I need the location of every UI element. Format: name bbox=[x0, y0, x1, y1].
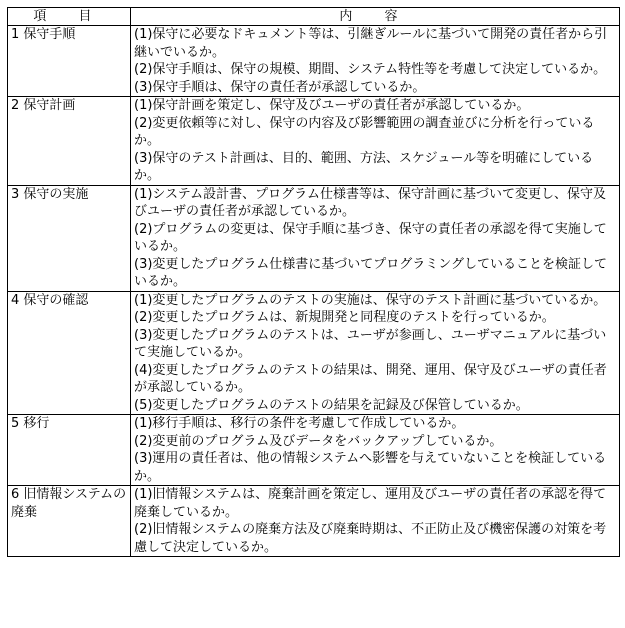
content-cell bbox=[131, 97, 620, 186]
item-cell bbox=[8, 26, 131, 97]
item-label: 1 保守手順 bbox=[11, 27, 76, 42]
check-item: (2)プログラムの変更は、保守手順に基づき、保守の責任者の承認を得て実施しているか。 bbox=[134, 221, 607, 254]
check-item: (2)変更依頼等に対し、保守の内容及び影響範囲の調査並びに分析を行っているか。 bbox=[134, 115, 595, 148]
item-label: 4 保守の確認 bbox=[11, 292, 89, 308]
header-content-label: 内 容 bbox=[339, 9, 412, 24]
item-label: 6 旧情報システムの廃棄 bbox=[11, 487, 127, 520]
item-label: 5 移行 bbox=[11, 416, 50, 431]
check-item: (1)変更したプログラムのテストの実施は、保守のテスト計画に基づいているか。 bbox=[134, 292, 607, 308]
content-cell bbox=[131, 486, 620, 557]
check-item: (1)移行手順は、移行の条件を考慮して作成しているか。 bbox=[134, 416, 465, 431]
check-item: (5)変更したプログラムのテストの結果を記録及び保管しているか。 bbox=[134, 397, 529, 413]
item-label: 3 保守の実施 bbox=[11, 186, 89, 202]
table-body bbox=[8, 26, 620, 557]
table-row bbox=[8, 291, 620, 415]
checklist-table bbox=[7, 7, 620, 557]
check-item: (2)変更したプログラムは、新規開発と同程度のテストを行っているか。 bbox=[134, 310, 555, 325]
header-content bbox=[131, 8, 620, 26]
table-row bbox=[8, 185, 620, 291]
header-item-label: 項 目 bbox=[33, 9, 106, 24]
check-item: (1)旧情報システムは、廃棄計画を策定し、運用及びユーザの責任者の承認を得て廃棄しているか。 bbox=[134, 487, 607, 520]
item-cell bbox=[8, 185, 131, 291]
check-item: (1)保守計画を策定し、保守及びユーザの責任者が承認しているか。 bbox=[134, 98, 530, 113]
check-item: (1)保守に必要なドキュメント等は、引継ぎルールに基づいて開発の責任者から引継いでいるか。 bbox=[134, 27, 608, 60]
item-cell bbox=[8, 97, 131, 186]
content-cell bbox=[131, 185, 620, 291]
table-row bbox=[8, 97, 620, 186]
check-item: (4)変更したプログラムのテストの結果は、開発、運用、保守及びユーザの責任者が承認しているか。 bbox=[134, 362, 607, 395]
check-item: (3)変更したプログラム仕様書に基づいてプログラミングしていることを検証しているか。 bbox=[134, 256, 608, 289]
item-cell bbox=[8, 486, 131, 557]
check-item: (3)運用の責任者は、他の情報システムへ影響を与えていないことを検証しているか。 bbox=[134, 451, 607, 484]
table-row bbox=[8, 486, 620, 557]
content-cell bbox=[131, 26, 620, 97]
header-item bbox=[8, 8, 131, 26]
check-item: (3)保守のテスト計画は、目的、範囲、方法、スケジュール等を明確にしているか。 bbox=[134, 150, 594, 183]
content-cell bbox=[131, 415, 620, 486]
check-item: (3)変更したプログラムのテストは、ユーザが参画し、ユーザマニュアルに基づいて実施しているか。 bbox=[134, 327, 607, 360]
check-item: (2)変更前のプログラム及びデータをバックアップしているか。 bbox=[134, 433, 503, 449]
table-row bbox=[8, 415, 620, 486]
item-cell bbox=[8, 415, 131, 486]
check-item: (1)システム設計書、プログラム仕様書等は、保守計画に基づいて変更し、保守及びユーザの責任者が承認しているか。 bbox=[134, 186, 606, 219]
content-cell bbox=[131, 291, 620, 415]
check-item: (2)旧情報システムの廃棄方法及び廃棄時期は、不正防止及び機密保護の対策を考慮して決定しているか。 bbox=[134, 522, 607, 555]
check-item: (3)保守手順は、保守の責任者が承認しているか。 bbox=[134, 79, 426, 95]
header-row bbox=[8, 8, 620, 26]
item-cell bbox=[8, 291, 131, 415]
item-label: 2 保守計画 bbox=[11, 98, 76, 113]
table-row bbox=[8, 26, 620, 97]
check-item: (2)保守手順は、保守の規模、期間、システム特性等を考慮して決定しているか。 bbox=[134, 62, 607, 77]
table-header bbox=[8, 8, 620, 26]
